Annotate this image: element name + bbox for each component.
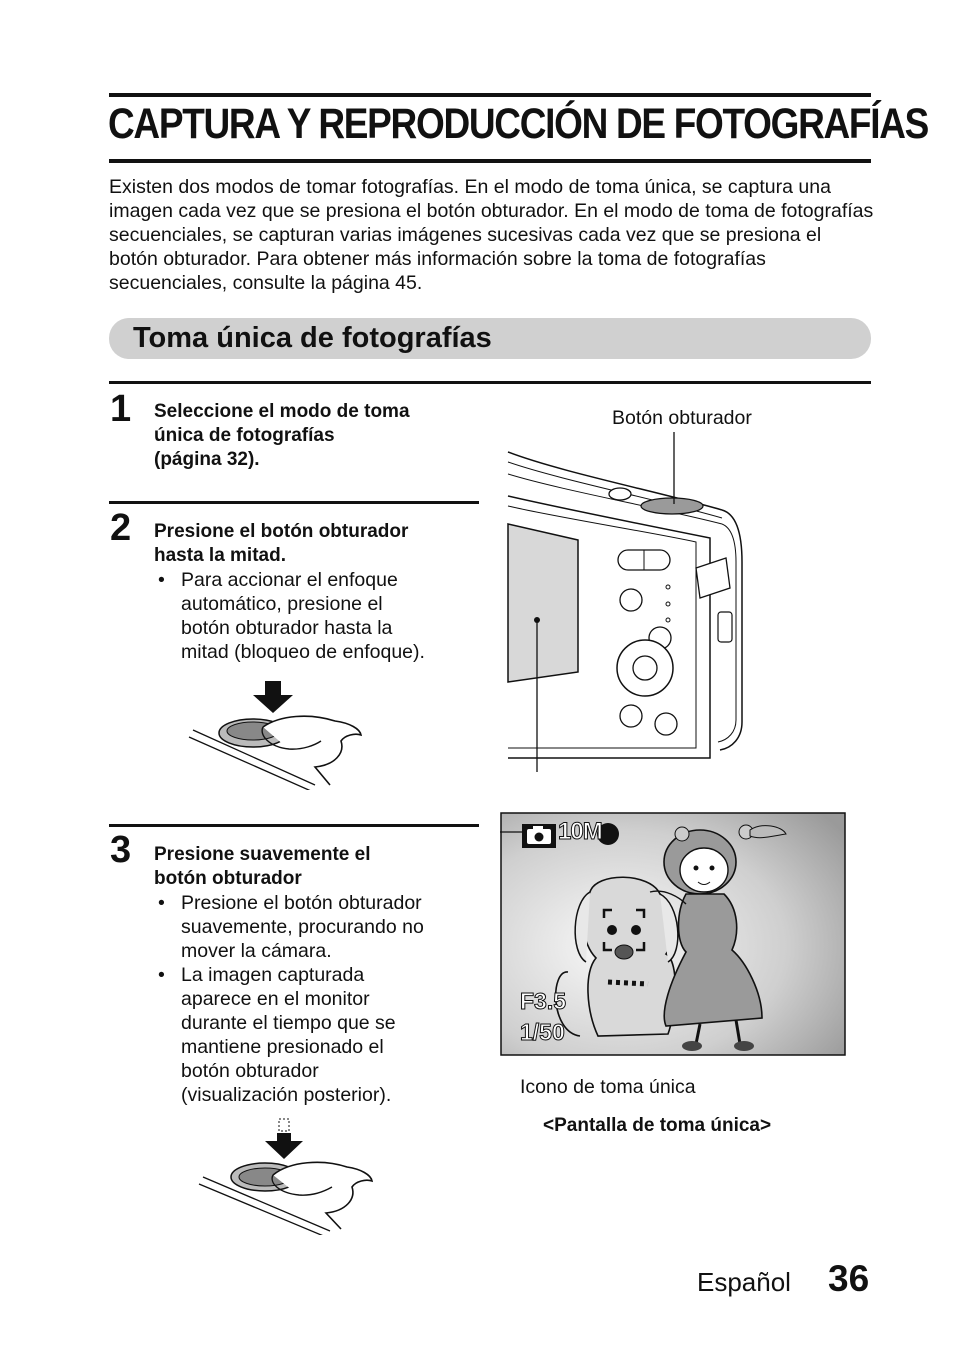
step-2-rule (109, 501, 479, 504)
section-title: Toma única de fotografías (133, 322, 492, 354)
title-top-rule (109, 93, 871, 97)
step-3-heading-line: Presione suavemente el (154, 844, 371, 865)
step-3-heading-line: botón obturador (154, 868, 302, 889)
screen-aperture-readout: F3.5 (520, 988, 567, 1014)
step-1-heading (154, 400, 484, 472)
step-1-number: 1 (110, 388, 132, 430)
half-press-illustration (185, 675, 375, 790)
list-item: • Presione el botón obturador suavemente, procurando no mover la cámara. (154, 891, 484, 963)
step-2-content (154, 520, 484, 664)
step-1-heading-line: única de fotografías (154, 425, 335, 446)
step-2-heading-line: hasta la mitad. (154, 545, 286, 566)
step-3-rule (109, 824, 479, 827)
page-number: 36 (828, 1258, 870, 1299)
camera-illustration (500, 432, 750, 772)
step-3-number: 3 (110, 829, 132, 871)
screen-resolution-readout: 10M (558, 818, 602, 845)
screen-caption: <Pantalla de toma única> (543, 1115, 772, 1136)
step-1-heading-line: Seleccione el modo de toma (154, 401, 410, 422)
step-1-heading-line: (página 32). (154, 449, 260, 470)
list-item: • Para accionar el enfoque automático, presione el botón obturador hasta la mitad (bloqueo de enfoque). (154, 568, 484, 664)
title-bottom-rule (109, 159, 871, 163)
footer-language: Español (697, 1267, 791, 1297)
step-2-bullets (154, 568, 484, 664)
single-shot-icon-label: Icono de toma única (520, 1076, 696, 1098)
screen-shutter-speed-readout: 1/50 (520, 1019, 565, 1045)
step-3-content (154, 843, 484, 1107)
list-item: • La imagen capturada aparece en el monitor durante el tiempo que se mantiene presionado el botón obturador (visualización posterior). (154, 963, 484, 1107)
step-2-number: 2 (110, 507, 132, 549)
page-title: CAPTURA Y REPRODUCCIÓN DE FOTOGRAFÍAS (108, 100, 929, 148)
intro-paragraph: Existen dos modos de tomar fotografías. En el modo de toma única, se captura una imagen cada vez que se presiona el botón obturador. En el modo de toma de fotografías secuenciales, se capturan varias imágenes sucesivas cada vez que se presiona el botón obturador. Para obtener más información sobre la toma de fotografías secuenciales, consulte la página 45. (109, 176, 874, 294)
step-2-heading-line: Presione el botón obturador (154, 521, 409, 542)
shutter-button-label: Botón obturador (612, 407, 752, 429)
step-3-bullets (154, 891, 484, 1107)
full-press-illustration (195, 1115, 385, 1235)
section-rule (109, 381, 871, 384)
